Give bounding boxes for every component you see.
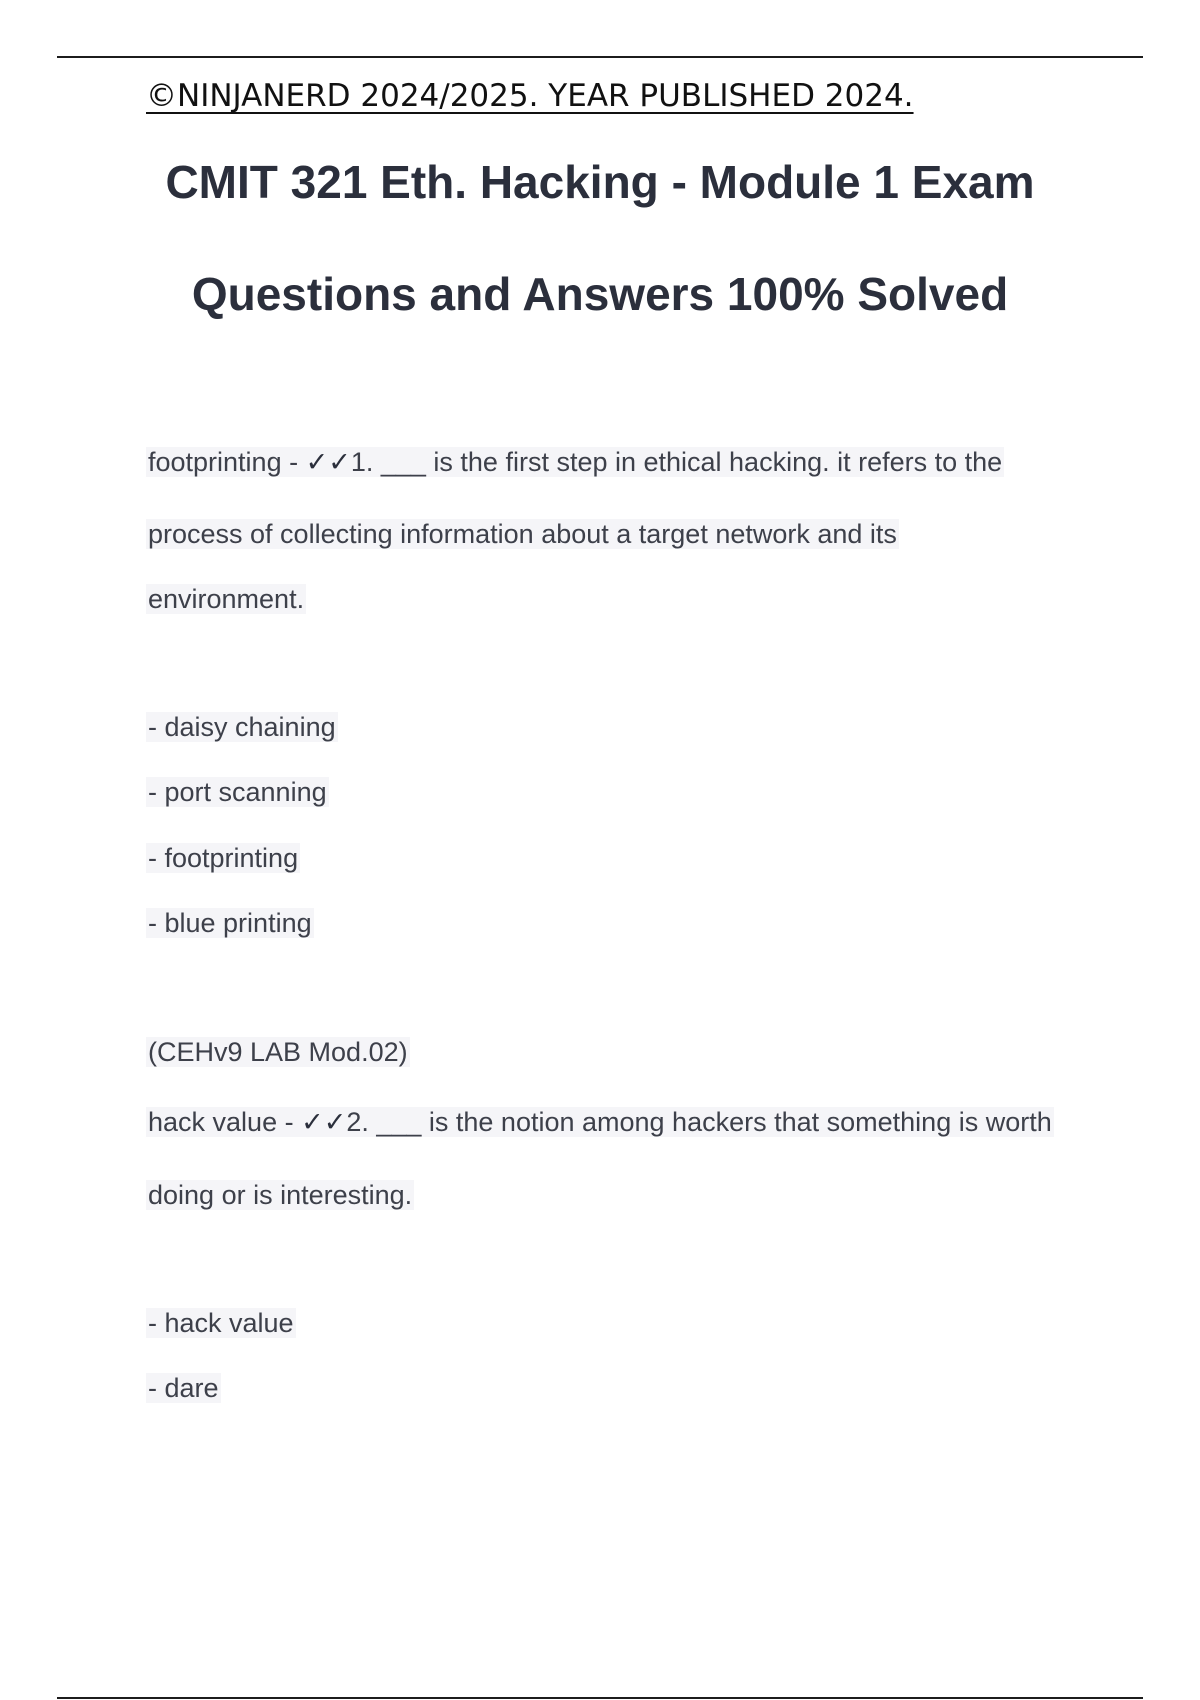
option-item bbox=[146, 708, 338, 746]
copyright-header: ©NINJANERD 2024/2025. YEAR PUBLISHED 2024. bbox=[146, 78, 914, 114]
question-2-line-2 bbox=[146, 1176, 414, 1214]
question-2-option-2: - dare bbox=[148, 1373, 219, 1403]
question-1-option-4: - blue printing bbox=[148, 908, 312, 938]
source-reference: (CEHv9 LAB Mod.02) bbox=[148, 1037, 408, 1067]
option-item bbox=[146, 904, 314, 942]
top-rule bbox=[57, 56, 1143, 58]
option-item bbox=[146, 839, 300, 877]
question-1-option-1: - daisy chaining bbox=[148, 712, 336, 742]
question-2-option-1: - hack value bbox=[148, 1308, 294, 1338]
option-item bbox=[146, 1304, 296, 1342]
question-1-text: 1. ___ is the first step in ethical hacking. it refers to the bbox=[350, 447, 1003, 477]
bottom-rule bbox=[57, 1697, 1143, 1699]
checkmark-icon: ✓✓ bbox=[305, 447, 351, 478]
option-item bbox=[146, 773, 329, 811]
question-2-answer: hack value - bbox=[148, 1107, 302, 1137]
question-1-line-3 bbox=[146, 580, 306, 618]
question-1-text-continued: process of collecting information about a target network and its bbox=[148, 519, 897, 549]
document-title-line-2: Questions and Answers 100% Solved bbox=[191, 268, 1009, 320]
question-1-source bbox=[146, 1033, 410, 1071]
question-1-line-2 bbox=[146, 515, 899, 553]
question-1-answer: footprinting - bbox=[148, 447, 306, 477]
question-2-text-continued: doing or is interesting. bbox=[148, 1180, 413, 1210]
question-2-line-1 bbox=[146, 1103, 1054, 1142]
question-2-text: 2. ___ is the notion among hackers that something is worth bbox=[346, 1107, 1052, 1137]
option-item bbox=[146, 1369, 221, 1407]
question-1-option-3: - footprinting bbox=[148, 843, 299, 873]
question-1-line-1 bbox=[146, 443, 1004, 482]
question-1-text-end: environment. bbox=[148, 584, 305, 614]
question-1-option-2: - port scanning bbox=[148, 777, 327, 807]
document-title-line-1: CMIT 321 Eth. Hacking - Module 1 Exam bbox=[165, 156, 1035, 208]
checkmark-icon: ✓✓ bbox=[301, 1107, 347, 1138]
